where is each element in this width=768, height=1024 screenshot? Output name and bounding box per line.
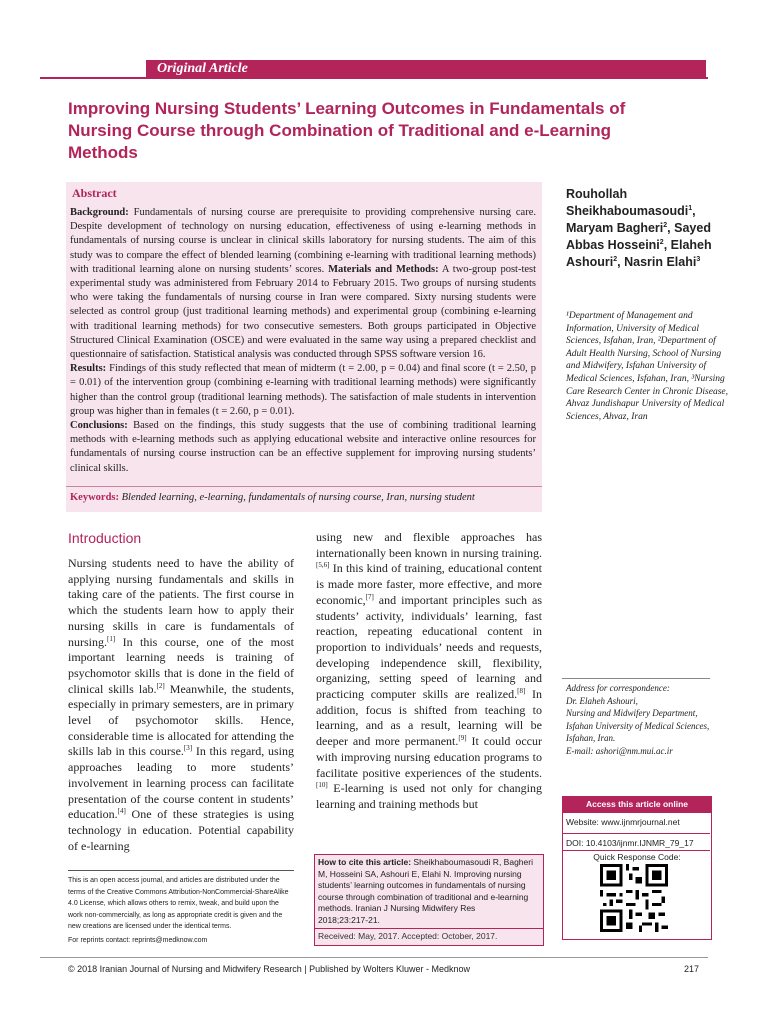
cite-separator xyxy=(314,928,544,929)
correspondence-line: Isfahan, Iran. xyxy=(566,733,616,743)
cite-text xyxy=(318,857,538,927)
intro-text: Meanwhile, the students, especially in primary semesters, are in primary level of psychomotor skills. Hence, considerable time is allocated for attending the skills lab in this course. xyxy=(68,681,294,759)
author-sup: 2 xyxy=(659,238,664,246)
cite-label: How to cite this article: xyxy=(318,857,412,867)
keywords xyxy=(70,491,536,505)
citation-ref[interactable]: [5,6] xyxy=(316,561,330,570)
cite-body: Sheikhaboumasoudi R, Bagheri M, Hosseini SA, Ashouri E, Elahi N. Improving nursing students’ learning outcomes in fundamentals of nursing course through combination of traditional and e‑learning methods. Iranian J Nursing Midwifery Res 2018;23:217‑21. xyxy=(318,857,533,925)
author-name: Rouhollah Sheikhaboumasoudi xyxy=(566,187,689,218)
author-sup: 3 xyxy=(696,255,701,263)
keywords-label: Keywords: xyxy=(70,492,119,503)
correspondence-line: Dr. Elaheh Ashouri, xyxy=(566,695,638,706)
intro-text: using new and flexible approaches has internationally been known in nursing training. xyxy=(316,530,542,560)
author-name: Sayed Abbas Hosseini xyxy=(566,221,711,252)
access-doi[interactable]: DOI: 10.4103/ijnmr.IJNMR_79_17 xyxy=(566,838,694,848)
citation-ref[interactable]: [3] xyxy=(183,744,193,753)
article-type-label: Original Article xyxy=(157,61,248,76)
correspondence-email[interactable]: E-mail: ashori@nm.mui.ac.ir xyxy=(566,745,673,756)
introduction-heading: Introduction xyxy=(68,530,142,546)
affiliations: ¹Department of Management and Information, University of Medical Sciences, Isfahan, Iran, ²Department of Adult Health Nursing, School of Nursing and Midwifery, Isfahan University of Medical Sciences, Isfahan, Iran, ³Nursing Care Research Center in Chronic Disease, Ahvaz Jundishapur University of Medical Sciences, Ahvaz, Iran xyxy=(566,311,729,422)
open-access-rule xyxy=(68,870,294,871)
citation-ref[interactable]: [1] xyxy=(107,634,116,643)
conclusions-label: Conclusions: xyxy=(70,420,128,432)
conclusions-text: Based on the findings, this study suggests that the use of combining traditional learning methods with e‑learning methods such as applying educational website and interactive online resources for fundamentals of nursing course instruction can be an effective supplement for improving nursing students’ clinical skills. xyxy=(70,420,537,474)
author-sup: 2 xyxy=(613,255,618,263)
access-heading: Access this article online xyxy=(562,796,712,813)
intro-column-1 xyxy=(68,556,294,854)
intro-text: In addition, focus is shifted from teaching to learning, and as a result, learning will be deeper and more permanent. xyxy=(316,687,542,749)
intro-text: One of these strategies is using technology in education. Potential capability of e‑learning xyxy=(68,807,294,853)
intro-text: Nursing students need to have the ability of applying nursing fundamentals and skills in taking care of the patients. The first course in which the students learn how to apply their nursing skills in care is fundamentals of nursing. xyxy=(68,556,294,649)
intro-column-2 xyxy=(316,530,542,813)
methods-label: Materials and Methods: xyxy=(328,263,439,275)
open-access-note: This is an open access journal, and articles are distributed under the terms of the Creative Commons Attribution‑NonCommercial‑ShareAlike 4.0 License, which allows others to remix, tweak, and build upon the work non‑commercially, as long as appropriate credit is given and the new creations are licensed under the identical terms. xyxy=(68,877,289,930)
page-number: 217 xyxy=(684,964,700,974)
abstract-body xyxy=(70,206,536,476)
access-separator xyxy=(562,850,710,851)
correspondence-rule xyxy=(562,678,710,679)
header-rule xyxy=(40,77,708,79)
access-separator xyxy=(562,833,710,834)
author-name: Elaheh Ashouri xyxy=(566,238,712,269)
author-sup: 1 xyxy=(688,204,693,212)
citation-ref[interactable]: [2] xyxy=(156,681,165,690)
author-list: Rouhollah Sheikhaboumasoudi$^1$, Maryam Bagheri$^2$, Sayed Abbas Hosseini$^2$, Elaheh Ashouri$^2$, Nasrin Elahi$^3$ xyxy=(566,187,712,269)
intro-text: It could occur with improving nursing education programs to facilitate positive experiences of the students. xyxy=(316,734,542,780)
abstract-heading: Abstract xyxy=(72,186,117,200)
results-label: Results: xyxy=(70,363,107,375)
qr-code-icon[interactable] xyxy=(600,864,668,932)
author-name: Nasrin Elahi xyxy=(624,255,697,269)
citation-ref[interactable]: [9] xyxy=(458,734,467,743)
background-label: Background: xyxy=(70,207,129,218)
footer-rule xyxy=(40,957,708,958)
qr-label: Quick Response Code: xyxy=(593,852,681,862)
footer-copyright: © 2018 Iranian Journal of Nursing and Midwifery Research | Published by Wolters Kluwer ‑ Medknow xyxy=(68,964,470,974)
citation-ref[interactable]: [10] xyxy=(316,781,328,790)
intro-text: and important principles such as students’ activity, individuals’ learning, fast reaction, repeating educational content in proportion to individuals’ needs and requests, developing independence skill, flexibility, organizing, setting speed of learning and practicing computer skills are realized. xyxy=(316,592,542,702)
reprints-contact[interactable]: For reprints contact: reprints@medknow.com xyxy=(68,937,208,944)
keywords-rule xyxy=(66,486,542,487)
author-sup: 2 xyxy=(663,221,668,229)
correspondence xyxy=(566,682,716,757)
intro-text: E‑learning is used not only for changing learning and training methods but xyxy=(316,781,542,811)
methods-text: A two‑group post‑test experimental study was administered from February 2014 to February 2015. Two groups of nursing students who were taking the fundamentals of nursing course in Iran were compared. Sixty nursing students were selected as control group (just traditional learning methods) and experimental group (combining e‑learning with traditional learning methods) for two consecutive semesters. Both groups participated in Objective Structured Clinical Examination (OSCE) and were evaluated in the same way using a prepared checklist and questionnaire of satisfaction. Statistical analysis was conducted through SPSS software version 16. xyxy=(70,263,537,361)
access-website-link[interactable]: Website: www.ijnmrjournal.net xyxy=(566,817,680,827)
article-title: Improving Nursing Students’ Learning Outcomes in Fundamentals of Nursing Course through Combination of Traditional and e‑Learning Methods xyxy=(68,99,626,162)
received-dates: Received: May, 2017. Accepted: October, 2017. xyxy=(318,931,498,941)
author-name: Maryam Bagheri xyxy=(566,221,664,235)
background-text: Fundamentals of nursing course are prerequisite to providing comprehensive nursing care. Despite development of technology on nursing education, effectiveness of using e‑learning methods in fundamentals of nursing course is unclear in clinical skills laboratory for nursing students. The aim of this study was to compare the effect of blended learning (combining e‑learning with traditional learning methods) with traditional learning alone on nursing students’ scores. xyxy=(70,207,536,275)
citation-ref[interactable]: [7] xyxy=(365,592,374,601)
correspondence-heading: Address for correspondence: xyxy=(566,683,670,693)
results-text: Findings of this study reflected that mean of midterm (t = 2.00, p = 0.04) and final score (t = 2.50, p = 0.01) of the intervention group (combining e‑learning with traditional learning methods) were significantly higher than the control group (traditional learning methods). The satisfaction of male students in intervention group was higher than in females (t = 2.60, p = 0.01). xyxy=(70,363,537,417)
intro-text: In this regard, using approaches leading to more students’ involvement in learning process can facilitate presentation of the course content in students’ education. xyxy=(68,744,294,822)
keywords-text: Blended learning, e‑learning, fundamentals of nursing course, Iran, nursing student xyxy=(121,492,475,503)
citation-ref[interactable]: [4] xyxy=(117,807,126,816)
intro-text: In this course, one of the most important learning needs is training of psychomotor skills that is done in the field of clinical skills lab. xyxy=(68,634,294,696)
citation-ref[interactable]: [8] xyxy=(517,687,526,696)
correspondence-line: Nursing and Midwifery Department, Isfahan University of Medical Sciences, xyxy=(566,708,710,731)
intro-text: In this kind of training, educational content is made more faster, more effective, and more economic, xyxy=(316,561,542,607)
